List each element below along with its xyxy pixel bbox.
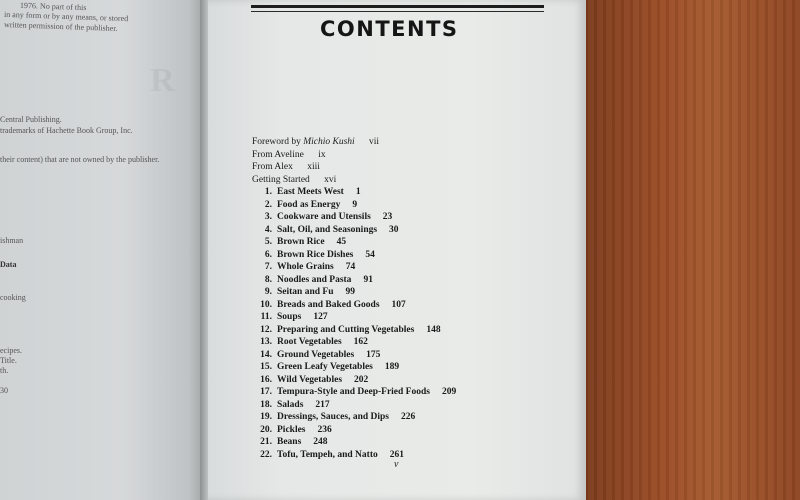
left-page-line: written permission of the publisher.: [3, 20, 118, 33]
toc-chapter-row: [252, 374, 582, 387]
toc-chapter-title: Cookware and Utensils: [277, 212, 371, 222]
toc-chapter-number: 13.: [260, 337, 272, 347]
toc-page-number: 127: [313, 312, 328, 322]
toc-chapter-row: [252, 386, 582, 399]
toc-page-number: 217: [315, 399, 330, 410]
toc-chapter-title: Seitan and Fu: [277, 287, 334, 297]
toc-chapter-row: [252, 336, 582, 349]
toc-page-number: 23: [382, 212, 393, 222]
toc-chapter-number: 19.: [260, 412, 272, 422]
toc-chapter-title: Whole Grains: [277, 262, 334, 272]
toc-chapter-number: 7.: [264, 262, 272, 272]
toc-chapter-number: 22.: [260, 449, 272, 460]
left-page-line: cooking: [0, 293, 26, 302]
page-title: CONTENTS: [320, 17, 459, 41]
toc-chapter-title: Tempura-Style and Deep-Fried Foods: [277, 387, 430, 397]
toc-front-matter-row: [252, 149, 582, 162]
toc-page-number: xvi: [324, 174, 337, 185]
toc-chapter-number: 3.: [264, 212, 272, 222]
left-page-line: Central Publishing.: [0, 115, 62, 124]
toc-page-number: 162: [353, 337, 368, 347]
left-page-line: in any form or by any means, or stored: [3, 9, 129, 24]
toc-chapter-title: Brown Rice Dishes: [277, 249, 354, 260]
toc-chapter-row: [252, 224, 582, 237]
toc-chapter-number: 8.: [264, 274, 272, 285]
toc-chapter-row: [252, 199, 582, 212]
left-page-line: trademarks of Hachette Book Group, Inc.: [0, 126, 133, 135]
toc-chapter-row: [252, 261, 582, 274]
left-page-line: th.: [0, 366, 9, 375]
toc-chapter-number: 20.: [260, 424, 272, 435]
toc-chapter-row: [252, 324, 582, 337]
toc-chapter-row: [252, 349, 582, 362]
toc-chapter-number: 12.: [260, 324, 272, 335]
toc-chapter-number: 14.: [260, 349, 272, 360]
toc-chapter-row: [252, 186, 582, 199]
toc-chapter-number: 17.: [260, 387, 272, 397]
toc-page-number: 74: [345, 262, 356, 272]
toc-chapter-row: [252, 424, 582, 437]
left-page-line: 1976. No part of this: [19, 0, 87, 13]
left-page-line: Data: [0, 260, 17, 269]
toc-page-number: 202: [354, 374, 369, 385]
toc-chapter-number: 10.: [260, 299, 272, 310]
toc-page-number: 99: [345, 287, 355, 297]
toc-chapter-title: Pickles: [277, 424, 306, 435]
toc-chapter-row: [252, 286, 582, 299]
toc-chapter-number: 5.: [264, 237, 272, 247]
toc-front-matter-row: [252, 161, 582, 174]
toc-chapter-title: Wild Vegetables: [277, 374, 343, 385]
toc-chapter-title: Root Vegetables: [277, 337, 342, 347]
toc-chapter-title: Breads and Baked Goods: [277, 299, 380, 310]
toc-chapter-number: 6.: [264, 249, 272, 260]
toc-chapter-number: 4.: [264, 224, 272, 235]
toc-page-number: vii: [369, 137, 380, 147]
toc-chapter-number: 16.: [260, 374, 272, 385]
toc-chapter-title: Food as Energy: [277, 199, 341, 210]
toc-chapter-title: Beans: [277, 437, 302, 447]
toc-entry-title: From Alex: [252, 162, 293, 172]
toc-page-number: 236: [317, 424, 332, 435]
toc-page-number: 175: [366, 349, 381, 360]
toc-page-number: 107: [391, 299, 406, 310]
left-page-line: their content) that are not owned by the publisher.: [0, 155, 160, 164]
toc-page-number: xiii: [307, 162, 320, 172]
toc-chapter-title: Noodles and Pasta: [277, 274, 352, 285]
toc-chapter-number: 11.: [260, 312, 272, 322]
toc-chapter-title: East Meets West: [277, 187, 344, 197]
toc-chapter-title: Soups: [277, 312, 302, 322]
toc-chapter-row: [252, 361, 582, 374]
toc-page-number: 91: [363, 274, 373, 285]
toc-chapter-title: Salads: [277, 399, 304, 410]
toc-chapter-row: [252, 236, 582, 249]
toc-page-number: 1: [355, 187, 361, 197]
toc-chapter-number: 1.: [264, 187, 272, 197]
toc-chapter-title: Ground Vegetables: [277, 349, 355, 360]
toc-entry-author: Michio Kushi: [303, 137, 355, 147]
toc-page-number: 45: [336, 237, 347, 247]
toc-chapter-number: 2.: [264, 199, 272, 210]
toc-page-number: 54: [365, 249, 375, 260]
toc-page-number: 148: [426, 324, 441, 335]
left-page-line: 30: [0, 386, 8, 395]
wooden-table: [585, 0, 800, 500]
left-page-line: ishman: [0, 236, 24, 245]
toc-chapter-row: [252, 311, 582, 324]
header-rule: [251, 5, 544, 8]
toc-page-number: 248: [313, 437, 328, 447]
toc-page-number: 189: [384, 362, 400, 372]
toc-chapter-title: Salt, Oil, and Seasonings: [277, 224, 378, 235]
show-through-text: R: [150, 62, 177, 99]
left-page-line: ecipes.: [0, 346, 22, 355]
toc-entry-title: Getting Started: [252, 174, 310, 185]
page-folio: v: [394, 459, 399, 470]
toc-front-matter-row: [252, 136, 582, 149]
toc-chapter-row: [252, 436, 582, 449]
toc-chapter-title: Brown Rice: [277, 237, 325, 247]
toc-chapter-row: [252, 299, 582, 312]
toc-chapter-title: Green Leafy Vegetables: [277, 362, 373, 372]
left-page-line: Title.: [0, 356, 17, 365]
toc-page-number: 261: [389, 449, 404, 460]
toc-page-number: 209: [441, 387, 457, 397]
toc-chapter-title: Dressings, Sauces, and Dips: [277, 412, 390, 422]
toc-page-number: 9: [352, 199, 358, 210]
table-of-contents: [252, 136, 582, 461]
toc-chapter-number: 15.: [260, 362, 272, 372]
toc-entry-title: Foreword by: [252, 137, 304, 147]
toc-chapter-row: [252, 274, 582, 287]
toc-front-matter-row: [252, 174, 582, 187]
toc-chapter-title: Preparing and Cutting Vegetables: [277, 324, 415, 335]
toc-chapter-row: [252, 449, 582, 462]
toc-chapter-title: Tofu, Tempeh, and Natto: [277, 449, 378, 460]
toc-page-number: ix: [318, 149, 326, 160]
toc-entry-title: From Aveline: [252, 149, 304, 160]
toc-chapter-number: 9.: [264, 287, 272, 297]
toc-chapter-row: [252, 399, 582, 412]
header-rule-thin: [251, 11, 544, 12]
toc-page-number: 30: [389, 224, 399, 235]
toc-chapter-row: [252, 249, 582, 262]
toc-chapter-number: 18.: [260, 399, 272, 410]
toc-page-number: 226: [401, 412, 416, 422]
toc-chapter-row: [252, 411, 582, 424]
left-page: [0, 0, 205, 500]
toc-chapter-row: [252, 211, 582, 224]
toc-chapter-number: 21.: [260, 437, 272, 447]
